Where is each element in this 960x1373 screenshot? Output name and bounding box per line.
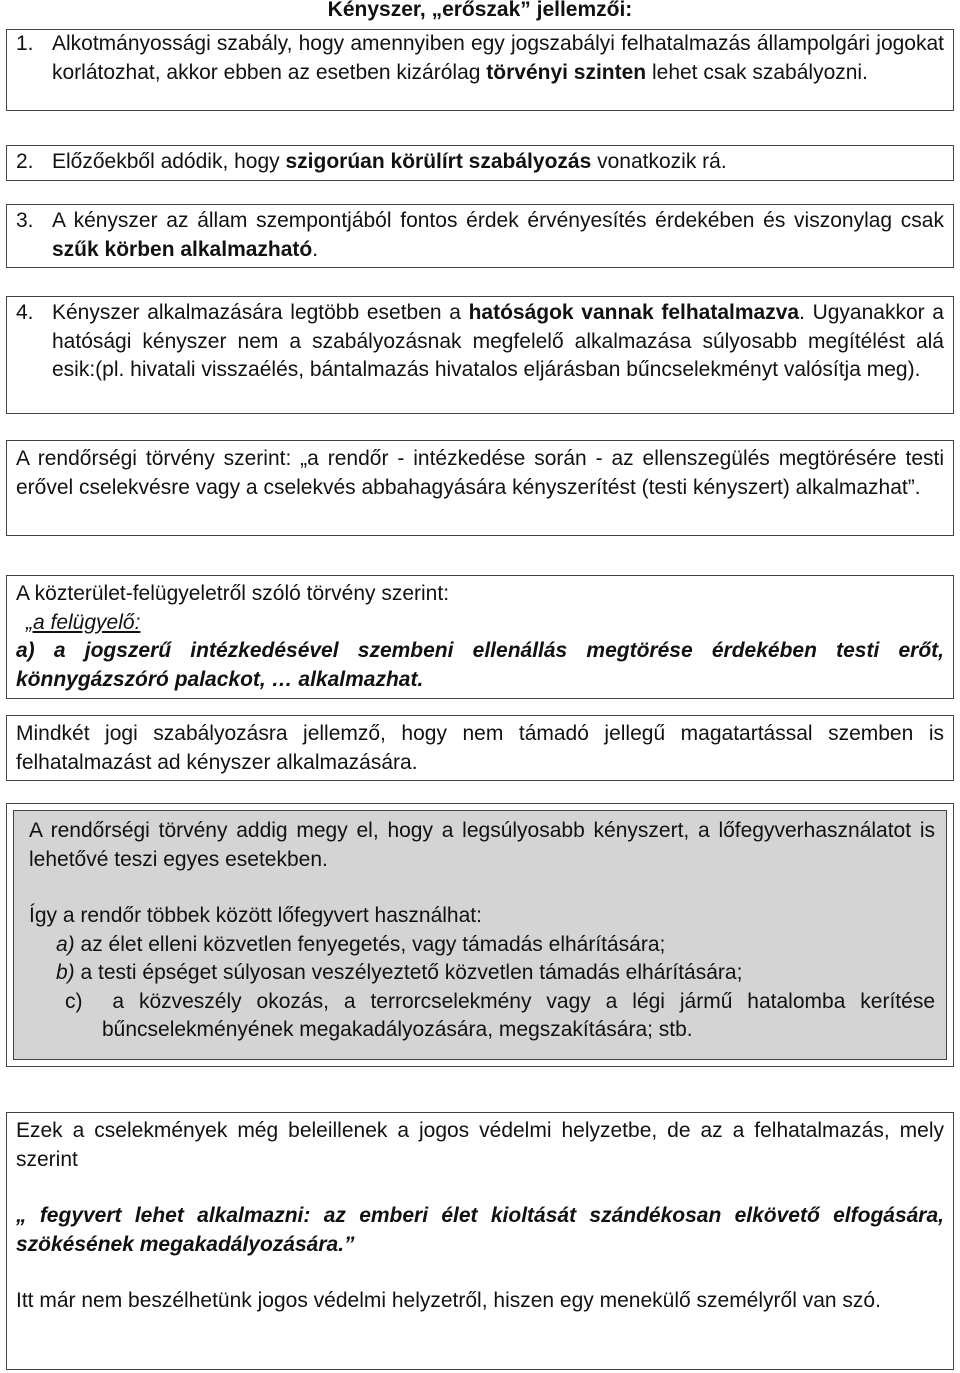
defense-quote: „ fegyvert lehet alkalmazni: az emberi élet kioltását szándékosan elkövető elfogására, szökésének megakadályozására.” <box>16 1204 944 1256</box>
firearm-case-a-label: a) <box>56 932 75 956</box>
item-1-box <box>6 29 954 111</box>
page-title: Kényszer, „erőszak” jellemzői: <box>327 0 633 21</box>
item-4-box <box>6 296 954 414</box>
public-law-intro: A közterület-felügyeletről szóló törvény szerint: <box>16 582 450 605</box>
item-3-pre: A kényszer az állam szempontjából fontos érdek érvényesítés érdekében és viszonylag csak <box>52 209 944 232</box>
item-2-pre: Előzőekből adódik, hogy <box>52 150 286 173</box>
item-4-text <box>16 299 944 385</box>
item-2-text <box>16 148 944 177</box>
item-3-number: 3. <box>16 209 34 232</box>
public-law-subject-text: „a felügyelő: <box>26 610 141 634</box>
firearm-lead: Így a rendőr többek között lőfegyvert használhat: <box>29 904 482 927</box>
item-4-bold: hatóságok vannak felhatalmazva <box>468 301 800 324</box>
public-law-box <box>6 575 954 699</box>
firearm-case-b <box>29 959 935 988</box>
item-2-box <box>6 145 954 181</box>
item-3-text <box>16 207 944 264</box>
defense-conclusion: Itt már nem beszélhetünk jogos védelmi helyzetről, hiszen egy menekülő személyről van szó. <box>16 1289 881 1312</box>
item-4-post: . Ugyanakkor a hatósági kényszer nem a szabályozásnak megfelelő alkalmazása súlyosabb megítélést alá esik:(pl. hivatali visszaélés, bántalmazás hivatalos eljárásban bűncselekményt valósítja meg). <box>52 301 944 381</box>
firearm-case-c-label: c) <box>65 989 83 1013</box>
firearm-case-b-label: b) <box>56 961 75 984</box>
item-2-bold: szigorúan körülírt szabályozás <box>285 150 592 173</box>
item-3-post: . <box>312 237 319 261</box>
firearm-intro: A rendőrségi törvény addig megy el, hogy a legsúlyosabb kényszert, a lőfegyverhasználatot is lehetővé teszi egyes esetekben. <box>29 819 935 871</box>
firearm-case-c-text: a közveszély okozás, a terrorcselekmény vagy a légi jármű hatalomba kerítése bűncselekményének megakadályozására, megszakítására; stb. <box>102 989 935 1041</box>
item-4-number: 4. <box>16 301 34 324</box>
firearm-case-a <box>29 931 935 960</box>
firearm-case-a-text: az élet elleni közvetlen fenyegetés, vagy támadás elhárítására; <box>80 932 666 956</box>
public-law-rule: a) a jogszerű intézkedésével szembeni ellenállás megtörése érdekében testi erőt, könnygázszóró palackot, … alkalmazhat. <box>16 639 944 691</box>
both-rules-box <box>6 715 954 781</box>
firearm-case-c <box>29 988 935 1045</box>
item-1-bold: törvényi szinten <box>486 60 647 84</box>
item-2-number: 2. <box>16 150 34 173</box>
item-1-pre: Alkotmányossági szabály, hogy amennyiben egy jogszabályi felhatalmazás állampolgári jogokat korlátozhat, akkor ebben az esetben kizárólag <box>52 32 944 84</box>
item-1-post: lehet csak szabályozni. <box>646 60 868 84</box>
firearm-case-b-text: a testi épséget súlyosan veszélyeztető közvetlen támadás elhárítására; <box>80 961 743 984</box>
item-1-number: 1. <box>16 32 34 55</box>
police-law-box <box>6 440 954 536</box>
item-2-post: vonatkozik rá. <box>591 150 727 173</box>
defense-box <box>6 1112 954 1370</box>
item-4-pre: Kényszer alkalmazására legtöbb esetben a <box>52 301 469 324</box>
firearm-inner-box <box>13 810 947 1060</box>
defense-intro: Ezek a cselekmények még beleillenek a jogos védelmi helyzetbe, de az a felhatalmazás, mely szerint <box>16 1119 944 1171</box>
item-3-bold: szűk körben alkalmazható <box>52 237 313 261</box>
public-law-subject <box>16 609 944 638</box>
both-rules-text: Mindkét jogi szabályozásra jellemző, hogy nem támadó jellegű magatartással szemben is felhatalmazást ad kényszer alkalmazására. <box>16 722 944 774</box>
firearm-outer-box <box>6 803 954 1067</box>
item-1-text <box>16 30 944 87</box>
police-law-text: A rendőrségi törvény szerint: „a rendőr - intézkedése során - az ellenszegülés megtörésére testi erővel cselekvésre vagy a cselekvés abbahagyására kényszerítést (testi kényszert) alkalmazhat”. <box>16 447 944 499</box>
item-3-box <box>6 204 954 268</box>
